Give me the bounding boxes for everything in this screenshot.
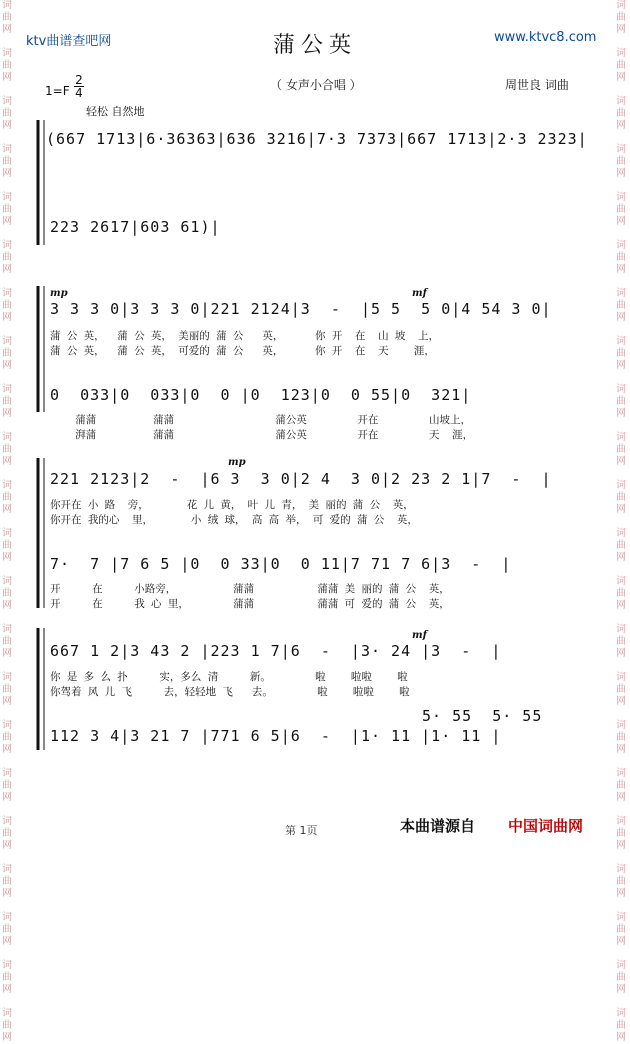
intro-line-2: 223 2617|603 61)| <box>50 218 221 236</box>
alto-lyric-2: 开 在 我 心 里， 蒲蒲 蒲蒲 可 爱的 蒲 公 英， <box>50 598 450 610</box>
lyric-verse-1: 你 是 多 么 扑 实，多么 清 新。 啦 啦啦 啦 <box>50 671 408 683</box>
soprano-notes: 3 3 3 0|3 3 3 0|221 2124|3 - |5 5 5 0|4 54 3 0| <box>50 300 552 318</box>
alto-upper-notes: 5· 55 5· 55 <box>422 707 543 725</box>
alto-lyric-2: 湃蒲 蒲蒲 蒲公英 开在 天 涯， <box>50 429 474 441</box>
soprano-notes: 667 1 2|3 43 2 |223 1 7|6 - |3· 24 |3 - | <box>50 642 502 660</box>
lyric-verse-1: 你开在 小 路 旁， 花 儿 黄， 叶 儿 青， 美 丽的 蒲 公 英， <box>50 499 414 511</box>
soprano-notes: 221 2123|2 - |6 3 3 0|2 4 3 0|2 23 2 1|7 - | <box>50 470 552 488</box>
dynamic-mark: mf <box>412 630 427 641</box>
dynamic-mark-2: mf <box>412 288 427 299</box>
dynamic-mark: mp <box>50 288 68 299</box>
watermark-left: 词 曲 网 词 曲 网 词 曲 网 词 曲 网 词 曲 网 词 曲 网 词 曲 网 词 曲 网 词 曲 网 词 曲 网 词 曲 网 词 曲 网 词 曲 网 词 曲 网 词 曲 网 词 曲 网 词 曲 网 词 曲 网 词 曲 网 词 曲 网 词 曲 网 词 曲 网 <box>2 0 12 1043</box>
lyric-verse-1: 蒲 公 英， 蒲 公 英， 美丽的 蒲 公 英， 你 开 在 山 坡 上， <box>50 330 440 342</box>
watermark-right: 词 曲 网 词 曲 网 词 曲 网 词 曲 网 词 曲 网 词 曲 网 词 曲 网 词 曲 网 词 曲 网 词 曲 网 词 曲 网 词 曲 网 词 曲 网 词 曲 网 词 曲 网 词 曲 网 词 曲 网 词 曲 网 词 曲 网 词 曲 网 词 曲 网 词 曲 网 <box>616 0 626 1043</box>
alto-notes: 7· 7 |7 6 5 |0 0 33|0 0 11|7 71 7 6|3 - | <box>50 555 512 573</box>
tempo-marking: 轻松 自然地 <box>86 105 145 118</box>
page-number: 第 1页 <box>285 824 318 837</box>
site-name-left[interactable]: ktv曲谱查吧网 <box>26 34 112 49</box>
site-url-right[interactable]: www.ktvc8.com <box>494 30 597 45</box>
meter-top: 2 <box>75 73 83 87</box>
alto-notes: 0 033|0 033|0 0 |0 123|0 0 55|0 321| <box>50 386 472 404</box>
lyric-verse-2: 蒲 公 英， 蒲 公 英， 可爱的 蒲 公 英， 你 开 在 天 涯， <box>50 345 435 357</box>
alto-notes: 112 3 4|3 21 7 |771 6 5|6 - |1· 11 |1· 11 | <box>50 727 502 745</box>
source-label: 本曲谱源自 <box>400 817 476 835</box>
key-signature: 1=F <box>45 84 70 98</box>
song-author: 周世良 词曲 <box>505 78 569 92</box>
lyric-verse-2: 你驾着 风 儿 飞 去，轻轻地 飞 去。 啦 啦啦 啦 <box>50 686 410 698</box>
dynamic-mark: mp <box>228 457 246 468</box>
meter-bottom: 4 <box>75 86 83 100</box>
song-title: 蒲公英 <box>272 33 357 58</box>
song-subtitle: （ 女声小合唱 ） <box>270 78 362 92</box>
alto-lyric-1: 蒲蒲 蒲蒲 蒲公英 开在 山坡上， <box>50 414 471 426</box>
intro-line-1: (667 1713|6·36363|636 3216|7·3 7373|667 1713|2·3 2323| <box>46 130 588 148</box>
alto-lyric-1: 开 在 小路旁， 蒲蒲 蒲蒲 美 丽的 蒲 公 英， <box>50 583 450 595</box>
source-site-link[interactable]: 中国词曲网 <box>508 817 584 835</box>
lyric-verse-2: 你开在 我的心 里， 小 绒 球， 高 高 举， 可 爱的 蒲 公 英， <box>50 514 418 526</box>
